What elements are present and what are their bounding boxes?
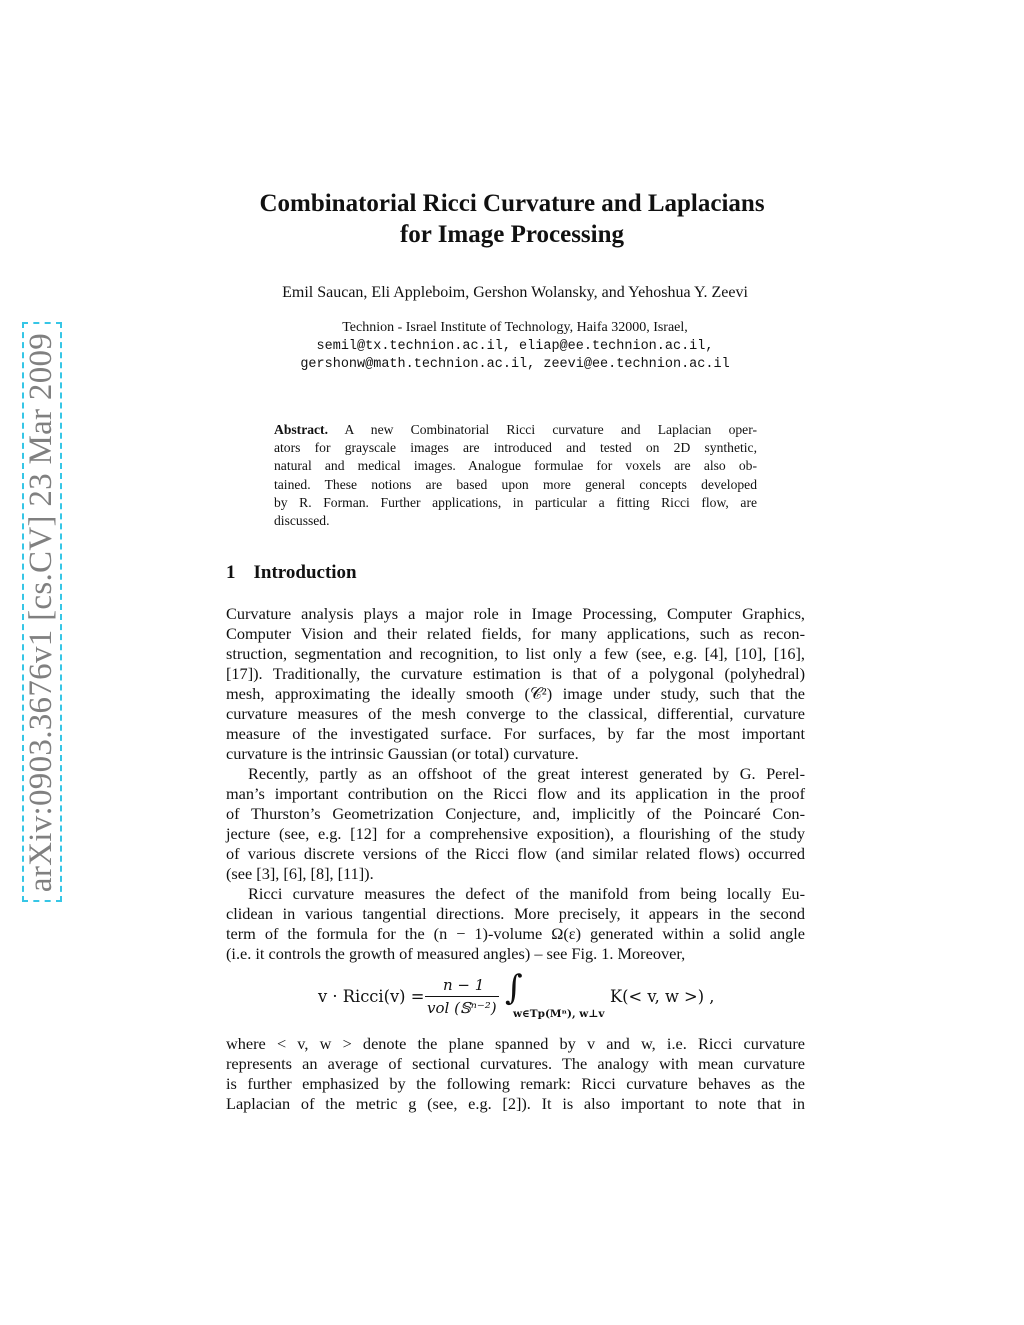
text-line: clidean in various tangential directions. More precisely, it appears in the second (226, 904, 805, 923)
text-line: Laplacian of the metric g (see, e.g. [2]). It is also important to note that in (226, 1094, 805, 1113)
arxiv-stamp[interactable] (22, 322, 62, 902)
fraction-bar (425, 996, 499, 997)
abstract-label: Abstract. (274, 422, 328, 437)
paragraph-3 (226, 884, 805, 964)
emails-line: semil@tx.technion.ac.il, eliap@ee.technion.ac.il, (316, 338, 714, 354)
abstract-line: ators for grayscale images are introduced and tested on 2D synthetic, (274, 440, 757, 456)
formula-lhs: v · Ricci(v) = (318, 987, 425, 1006)
abstract (274, 421, 757, 530)
text-line: jecture (see, e.g. [12] for a comprehensive exposition), a flourishing of the study (226, 824, 805, 843)
text-line: man’s important contribution on the Ricci flow and its application in the proof (226, 784, 805, 803)
abstract-line: Abstract. A new Combinatorial Ricci curvature and Laplacian oper- (274, 422, 757, 437)
text-line: where < v, w > denote the plane spanned by v and w, i.e. Ricci curvature (226, 1034, 805, 1053)
affiliation (0, 319, 1024, 375)
paper-title (0, 188, 1024, 250)
paragraph-4 (226, 1034, 805, 1114)
formula-rhs: K(< v, w >) , (610, 987, 715, 1006)
text-line: is further emphasized by the following remark: Ricci curvature behaves as the (226, 1074, 805, 1093)
abstract-line: discussed. (274, 513, 330, 529)
abstract-line: tained. These notions are based upon more general concepts developed (274, 476, 757, 492)
abstract-line: by R. Forman. Further applications, in particular a fitting Ricci flow, are (274, 494, 757, 510)
integral-sign: ∫ (505, 968, 523, 1008)
arxiv-stamp-text: arXiv:0903.3676v1 [cs.CV] 23 Mar 2009 (23, 332, 60, 892)
authors: Emil Saucan, Eli Appleboim, Gershon Wolansky, and Yehoshua Y. Zeevi (282, 284, 748, 301)
text-line: Ricci curvature measures the defect of the manifold from being locally Eu- (248, 884, 805, 903)
formula-numerator: n − 1 (443, 976, 485, 994)
text-line: Computer Vision and their related fields, for many applications, such as recon- (226, 624, 805, 643)
text-line: (see [3], [6], [8], [11]). (226, 864, 374, 883)
institution: Technion - Israel Institute of Technology, Haifa 32000, Israel, (342, 320, 688, 335)
text-line: struction, segmentation and recognition, to list only a few (see, e.g. [4], [10], [16], (226, 644, 805, 663)
section-heading (226, 562, 357, 584)
formula-subscript: w∈Tp(Mⁿ), w⊥v (513, 1008, 605, 1020)
text-line: Recently, partly as an offshoot of the great interest generated by G. Perel- (248, 764, 805, 783)
text-line: measure of the investigated surface. For surfaces, by far the most important (226, 724, 805, 743)
text-line: of Thurston’s Geometrization Conjecture, and, implicitly of the Poincaré Con- (226, 804, 805, 823)
formula-denominator: vol (𝕊ⁿ⁻²) (427, 999, 497, 1017)
text-line: curvature measures of the mesh converge to the classical, differential, curvature (226, 704, 805, 723)
text-line: Curvature analysis plays a major role in Image Processing, Computer Graphics, (226, 604, 805, 623)
emails-line: gershonw@math.technion.ac.il, zeevi@ee.technion.ac.il (300, 357, 730, 372)
section-title: Introduction (253, 562, 357, 583)
text-line: of various discrete versions of the Ricci flow (and similar related flows) occurred (226, 844, 805, 863)
section-number: 1 (226, 562, 236, 583)
abstract-line: natural and medical images. Analogue formulae for voxels are also ob- (274, 458, 757, 474)
title-line: Combinatorial Ricci Curvature and Laplacians (259, 190, 765, 217)
text-line: curvature is the intrinsic Gaussian (or total) curvature. (226, 744, 579, 763)
text-line: (i.e. it controls the growth of measured angles) – see Fig. 1. Moreover, (226, 944, 686, 963)
text-line: represents an average of sectional curvatures. The analogy with mean curvature (226, 1054, 805, 1073)
title-line: for Image Processing (399, 221, 625, 248)
text-line: term of the formula for the (n − 1)-volume Ω(ε) generated within a solid angle (226, 924, 805, 943)
paragraph-1 (226, 604, 805, 764)
text-line: [17]). Traditionally, the curvature estimation is that of a polygonal (polyhedral) (226, 664, 805, 683)
paragraph-2 (226, 764, 805, 884)
text-line: mesh, approximating the ideally smooth (𝒞²) image under study, such that the (226, 684, 805, 703)
